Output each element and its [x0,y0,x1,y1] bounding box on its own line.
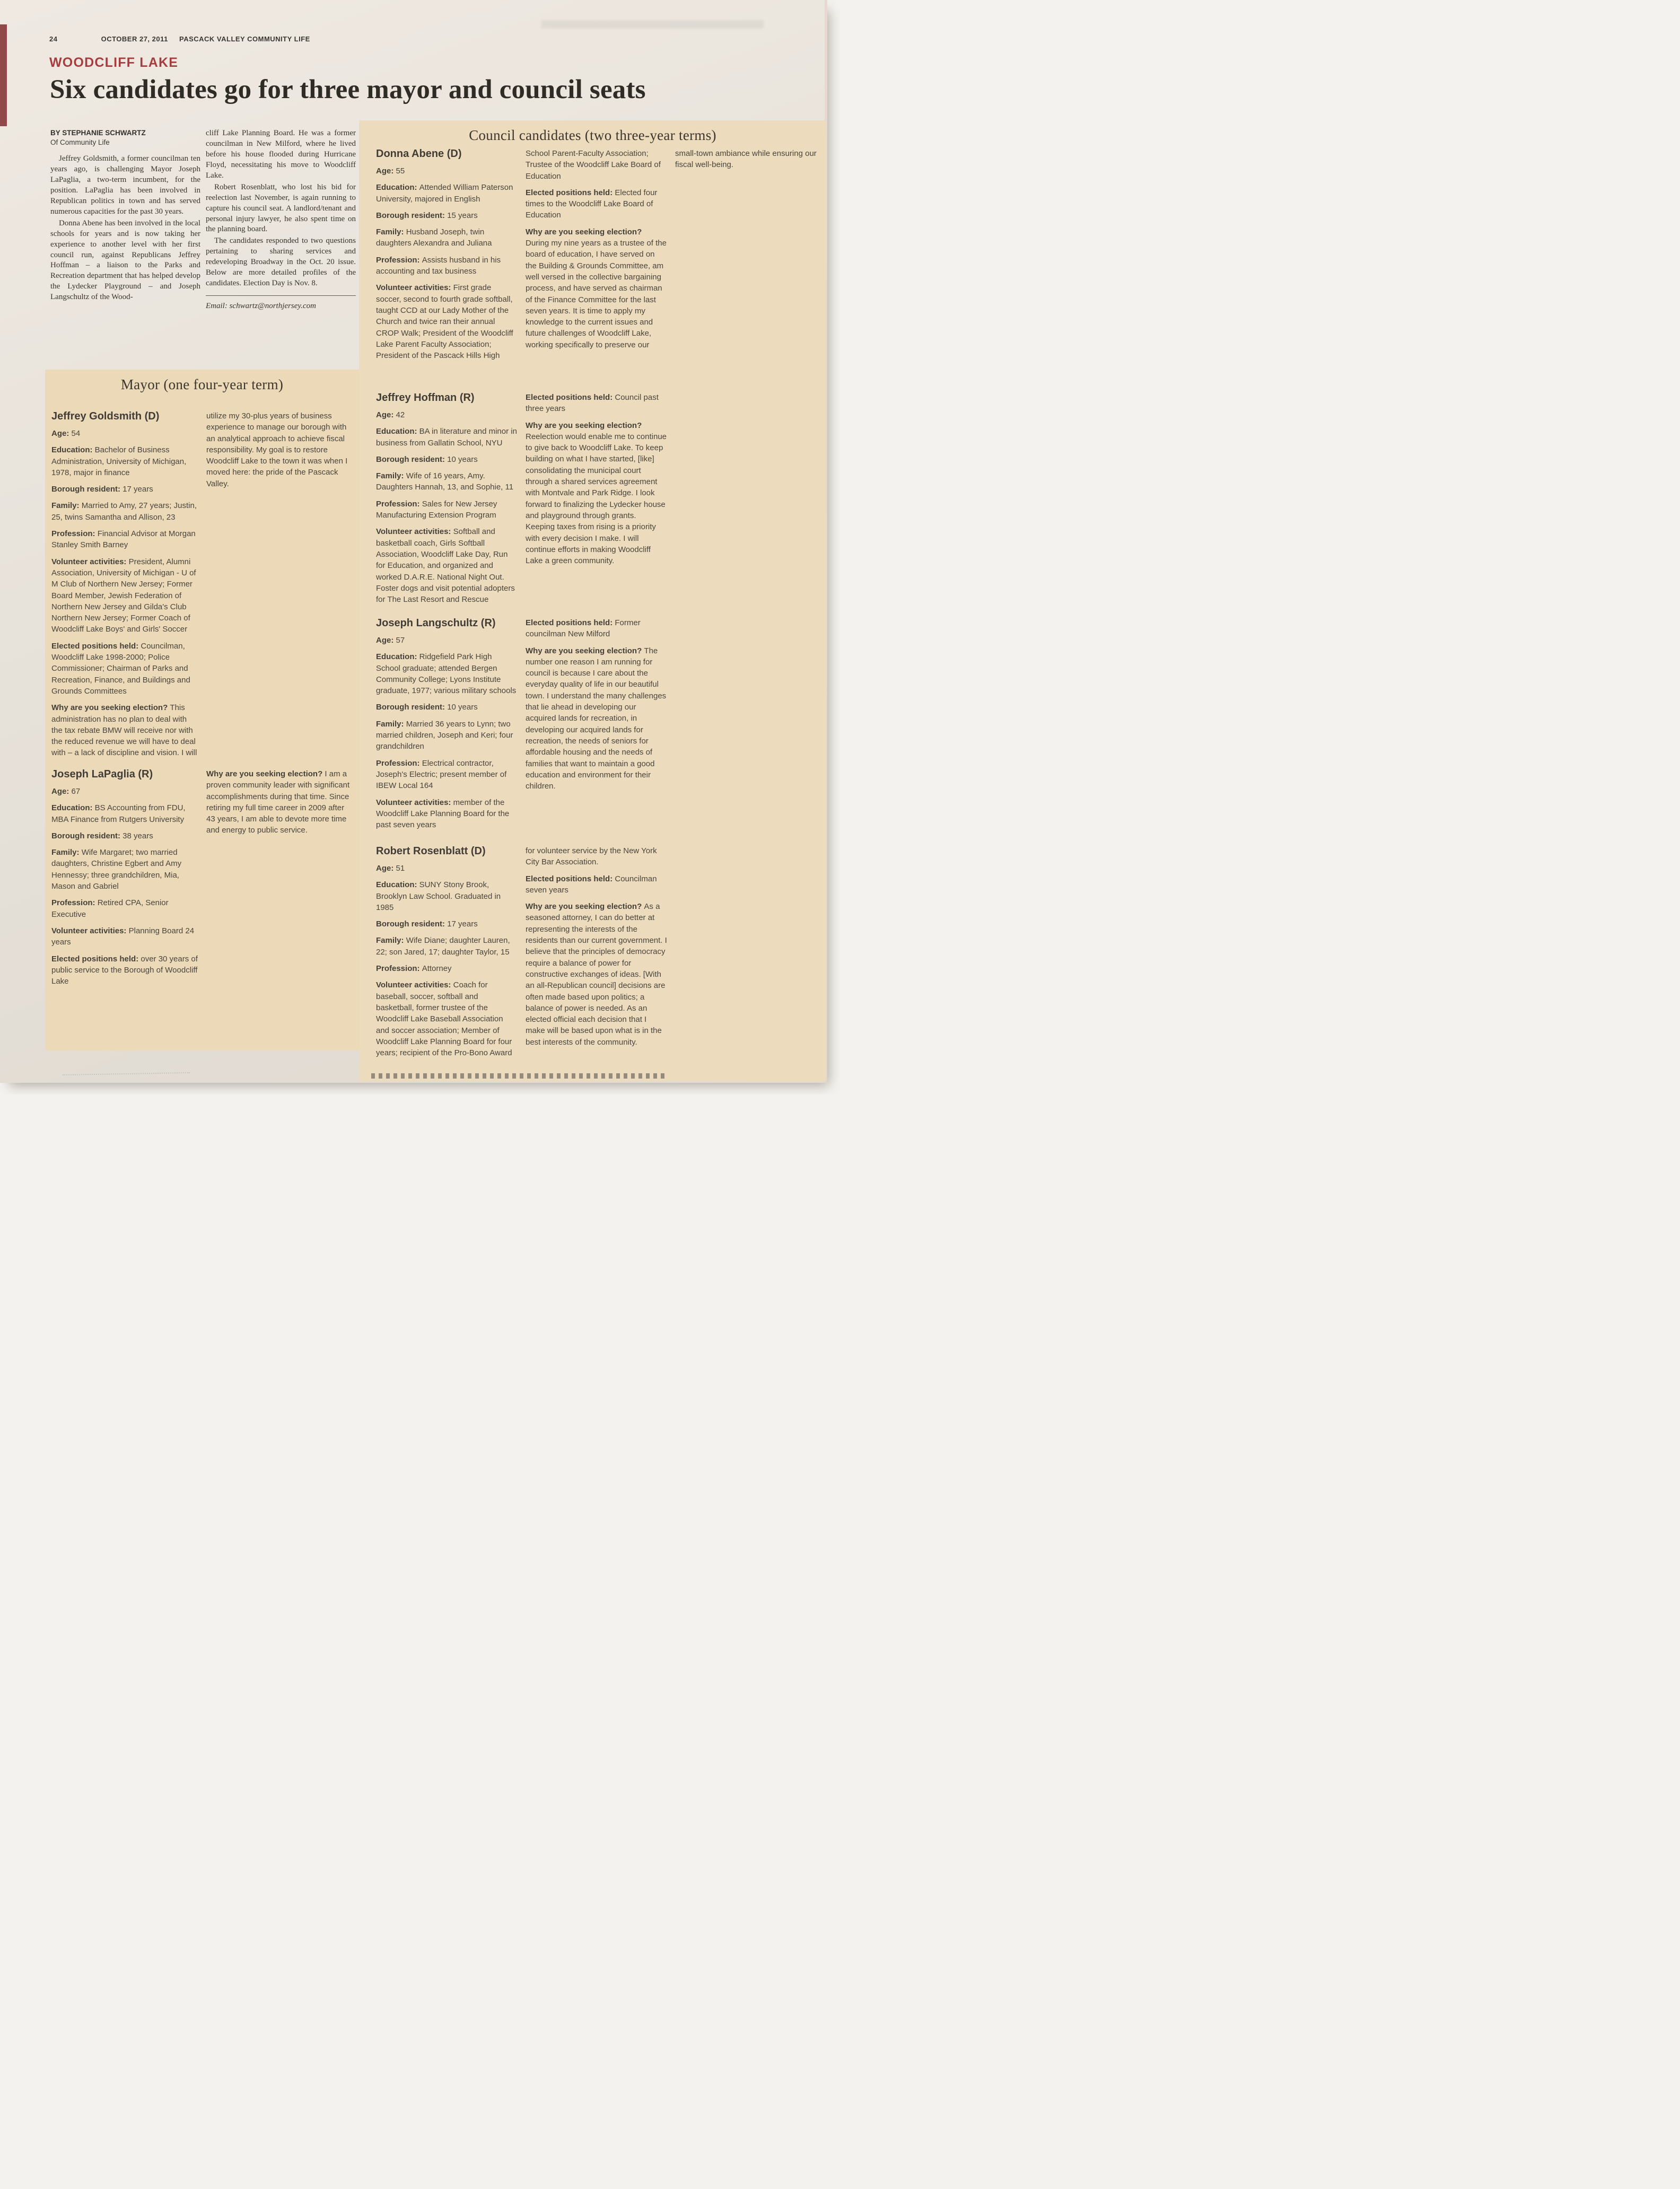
profile-field-label: Why are you seeking election? [51,703,170,713]
author-email: Email: schwartz@northjersey.com [206,295,356,312]
profile-field [51,556,198,635]
profile-field-label: Age: [376,167,396,176]
profile-field-label: Volunteer activities: [51,557,129,566]
profile-jeffrey-hoffman [376,392,817,610]
profile-field-value: 10 years [447,703,478,712]
profile-field [376,255,518,277]
profile-field-label: Profession: [51,898,98,908]
profile-field-value: Married to Amy, 27 years; Justin, 25, twins Samantha and Allison, 23 [51,501,197,522]
profile-field-value: 17 years [447,920,478,929]
profile-field-label: Education: [51,803,95,813]
profile-field-value: Coach for baseball, soccer, softball and basketball, former trustee of the Woodcliff Lake Baseball Association and soccer association; Member of Woodcliff Lake Planning Board for four years; recipient of the Pro-Bono Award for volunteer service by the New York City Bar Association. [376,846,657,1058]
profile-field [51,925,198,948]
profile-field-value: Bachelor of Business Administration, University of Michigan, 1978, major in finance [51,445,187,477]
profile-field [376,719,518,752]
profile-field-value: Attended William Paterson University, majored in English [376,183,513,204]
mayor-panel [45,370,359,1050]
profile-field-label: Family: [376,719,406,729]
profile-field-value: President, Alumni Association, University of Michigan - U of M Club of Northern New Jersey; Former Board Member, Jewish Federation of Northern New Jersey and Gilda's Club Northern New Jersey; Former Coach of Woodcliff Lake Boys' and Girls' Soccer [51,557,196,634]
profile-field [51,444,198,478]
publication-name: PASCACK VALLEY COMMUNITY LIFE [179,35,310,43]
byline-organization: Of Community Life [50,138,110,146]
profile-field-label: Elected positions held: [526,393,615,402]
profile-field-value: Wife of 16 years, Amy. Daughters Hannah, 13, and Sophie, 11 [376,471,514,492]
profile-field-value: Ridgefield Park High School graduate; attended Bergen Community College; Lyons Institute graduate, 1977; various military schools [376,652,517,696]
profile-field-value: 51 [396,864,405,873]
profile-field-value: During my nine years as a trustee of the board of education, I have served on the Building & Grounds Committee, am well versed in the collective bargaining process, and have served as chairman of the Finance Committee for the last seven years. It is time to apply my knowledge to the current issues and future challenges of Woodcliff Lake, working specifically to preserve our small-town ambiance while ensuring our fiscal well-being. [526,149,817,349]
profile-joseph-lapaglia [51,768,353,1015]
profile-field [376,863,518,874]
profile-field-label: Age: [376,636,396,645]
profile-jeffrey-goldsmith [51,410,353,761]
profile-field-value: 10 years [447,454,478,464]
profile-field-label: Family: [51,848,82,857]
profile-field-value: 54 [71,429,81,438]
profile-field-value: over 30 years of public service to the Borough of Woodcliff Lake [51,954,198,986]
profile-field-label: Why are you seeking election? [526,227,642,237]
profile-field [376,498,518,521]
profile-robert-rosenblatt [376,845,817,1062]
profile-field-label: Profession: [376,964,422,974]
profile-field-value: Former councilman New Milford [526,618,641,639]
profile-field [51,484,198,495]
profile-field [526,420,667,567]
profile-field-value: Sales for New Jersey Manufacturing Extension Program [376,499,497,520]
profile-field-value: Softball and basketball coach, Girls Softball Association, Woodcliff Lake Day, Run for Education, and organized and worked D.A.R.E. National Night Out. Foster dogs and visit potential adopters for The Last Resort and Rescue [376,527,515,605]
profile-field-label: Volunteer activities: [376,283,453,293]
profile-field-value: 38 years [122,831,153,840]
profile-field [51,528,198,551]
intro-paragraph: cliff Lake Planning Board. He was a former councilman in New Milford, where he lived before his house flooded during Hurricane Floyd, necessitating his move to Woodcliff Lake. [206,129,356,180]
profile-field [376,226,518,249]
profile-field [51,641,198,697]
profile-field-value: Councilman seven years [526,874,657,895]
section-kicker: WOODCLIFF LAKE [49,55,179,70]
profile-field [51,500,198,523]
profile-field-value: Financial Advisor at Morgan Stanley Smith Barney [51,529,196,550]
profile-field-label: Borough resident: [376,211,448,220]
article-headline: Six candidates go for three mayor and council seats [50,75,646,104]
candidate-name: Jeffrey Hoffman (R) [376,392,475,404]
candidate-name: Joseph LaPaglia (R) [51,768,153,780]
profile-field [526,392,667,415]
profile-field-label: Education: [376,183,419,192]
scan-ghost-artifact [541,20,764,29]
profile-field-label: Family: [376,227,406,237]
candidate-name: Donna Abene (D) [376,148,462,160]
profile-field [51,830,198,842]
profile-field-label: Profession: [51,529,98,539]
profile-field [376,409,518,421]
profile-field [51,897,198,920]
mayor-panel-title: Mayor (one four-year term) [120,376,284,392]
profile-field-value: This administration has no plan to deal with the tax rebate BMW will receive nor with the reduced revenue we will have to deal with – a lack of discipline and vision. I will utilize my 30-plus years of business experience to manage our borough with an analytical approach to achieve fiscal responsibility. My goal is to restore Woodcliff Lake to the town it was when I moved here: the pride of the Pascack Valley. [51,411,348,758]
profile-field-label: Family: [376,471,406,481]
profile-field [376,963,518,974]
profile-field [526,873,667,896]
profile-field-value: Attorney [422,964,452,974]
profile-field-value: 67 [71,787,81,796]
profile-field-label: Volunteer activities: [376,798,453,807]
council-panel-title: Council candidates (two three-year terms) [469,127,716,143]
page-number: 24 [49,35,58,43]
profile-field-value: 17 years [122,485,153,494]
profile-field-value: 55 [396,167,405,176]
intro-column-1 [50,128,200,304]
profile-field [376,935,518,958]
profile-field-label: Borough resident: [51,485,123,494]
profile-field-label: Family: [376,936,406,945]
profile-field-label: Age: [376,864,396,873]
profile-field-value: Married 36 years to Lynn; two married children, Joseph and Keri; four grandchildren [376,719,513,751]
profile-field-label: Profession: [376,255,422,265]
profile-field-value: BA in literature and minor in business from Gallatin School, NYU [376,427,517,448]
intro-paragraph: Donna Abene has been involved in the local schools for years and is now taking her experience to another level with her first council run, against Republicans Jeffrey Hoffman – a liaison to the Parks and Recreation department that has helped develop the Lydecker Playground – and Joseph Langschultz of the Wood- [50,218,200,302]
council-candidates-panel [359,120,826,1081]
profile-field-label: Age: [51,787,72,796]
profile-field [376,918,518,930]
profile-field-label: Elected positions held: [526,874,615,883]
profile-field-value: BS Accounting from FDU, MBA Finance from Rutgers University [51,803,186,824]
profile-field-label: Borough resident: [51,831,123,840]
candidate-name: Robert Rosenblatt (D) [376,845,486,857]
profile-field [376,470,518,493]
profile-field-value: Wife Diane; daughter Lauren, 22; son Jared, 17; daughter Taylor, 15 [376,936,510,957]
profile-field [206,768,353,836]
profile-field [51,786,198,797]
profile-field [51,802,198,825]
profile-field-label: Why are you seeking election? [526,646,644,655]
profile-field-value: Assists husband in his accounting and tax business [376,255,501,276]
profile-donna-abene [376,148,817,371]
profile-field [376,797,518,831]
profile-field [526,617,667,640]
profile-field-label: Age: [376,410,396,419]
profile-field [51,847,198,892]
intro-paragraph: The candidates responded to two questions pertaining to sharing services and redeveloping Broadway in the Oct. 20 issue. Below are more detailed profiles of the candidates. Election Day is Nov. 8. [206,237,356,288]
profile-field-label: Profession: [376,499,422,509]
newspaper-paper [0,0,827,1083]
profile-field-label: Education: [376,427,419,436]
profile-field [376,454,518,465]
intro-column-2 [206,128,356,313]
profile-field [526,187,667,221]
profile-field-label: Education: [376,652,419,662]
profile-field [376,651,518,696]
profile-field-value: Councilman, Woodcliff Lake 1998-2000; Police Commissioner; Chairman of Parks and Recreation, Finance, and Buildings and Grounds Committees [51,641,190,696]
profile-field [376,879,518,913]
profile-field [376,702,518,713]
profile-field-label: Borough resident: [376,454,448,464]
profile-field [376,165,518,177]
profile-field-value: I am a proven community leader with significant accomplishments during that time. Since retiring my full time career in 2009 after 43 years, I am able to devote more time and energy to public service. [206,769,350,835]
profile-field-value: member of the Woodcliff Lake Planning Board for the past seven years [376,798,510,830]
scan-edge-mark [0,24,7,126]
profile-field-value: First grade soccer, second to fourth grade softball, taught CCD at our Lady Mother of the Church and twice ran their annual CROP Walk; President of the Woodcliff Lake Parent Faculty Association; President of the Pascack Hills High School Parent-Faculty Association; Trustee of the Woodcliff Lake Board of Education [376,149,661,361]
profile-field-value: The number one reason I am running for council is because I care about the everyday quality of life in our beautiful town. I understand the many challenges that lie ahead in developing our acquired lands for recreation, in developing our acquired lands for recreation, the needs of seniors for affordable housing and the needs of families that want to maintain a good education and environment for their children. [526,646,667,791]
scanned-newspaper-page [0,0,840,1094]
profile-field-value: Elected four times to the Woodcliff Lake Board of Education [526,188,658,220]
candidate-name: Joseph Langschultz (R) [376,617,496,629]
scan-handwriting-artifact [63,1066,190,1075]
profile-field-value: Husband Joseph, twin daughters Alexandra and Juliana [376,227,492,248]
profile-field [526,645,667,792]
candidate-name: Jeffrey Goldsmith (D) [51,410,160,422]
profile-field [376,635,518,646]
profile-field [376,182,518,205]
profile-field-value: Council past three years [526,393,659,414]
profile-field-value: Electrical contractor, Joseph's Electric; present member of IBEW Local 164 [376,758,507,791]
profile-field-label: Why are you seeking election? [526,421,642,430]
profile-field [51,953,198,987]
profile-field-label: Elected positions held: [526,188,615,197]
profile-field [376,526,518,605]
profile-field [51,428,198,439]
profile-field-label: Volunteer activities: [376,527,453,537]
profile-field-label: Volunteer activities: [376,980,453,990]
profile-field-value: SUNY Stony Brook, Brooklyn Law School. Graduated in 1985 [376,880,501,912]
profile-field-label: Elected positions held: [51,641,141,651]
profile-field-label: Profession: [376,758,422,768]
profile-field-value: 42 [396,410,405,419]
profile-field-label: Borough resident: [376,703,448,712]
profile-field-label: Borough resident: [376,920,448,929]
profile-field-value: Retired CPA, Senior Executive [51,898,169,919]
profile-field-label: Elected positions held: [51,954,141,964]
profile-field-value: Planning Board 24 years [51,926,195,947]
issue-date: OCTOBER 27, 2011 [101,35,168,43]
byline: BY STEPHANIE SCHWARTZ [50,129,146,137]
profile-field [376,758,518,792]
profile-field-label: Age: [51,429,72,438]
profile-field-label: Education: [376,880,419,890]
profile-field-label: Why are you seeking election? [526,902,644,912]
scan-marks-artifact [371,1073,668,1079]
intro-paragraph: Jeffrey Goldsmith, a former councilman ten years ago, is challenging Mayor Joseph LaPaglia, a two-term incumbent, for the position. LaPaglia has been involved in Republican politics in town and has served numerous capacities for the past 30 years. [50,154,200,216]
profile-field-label: Why are you seeking election? [206,769,325,778]
profile-field [376,210,518,221]
page-header [49,35,310,43]
profile-field-label: Volunteer activities: [51,926,129,935]
profile-field-value: 15 years [447,211,478,220]
profile-field-value: 57 [396,636,405,645]
profile-field-label: Education: [51,445,95,455]
profile-field-value: Reelection would enable me to continue to give back to Woodcliff Lake. To keep building on what I have started, [like] consolidating the municipal court through a shared services agreement with Montvale and Park Ridge. I look forward to finalizing the Lydecker house and playground through grants. Keeping taxes from rising is a priority with every decision I make. I will continue efforts in making Woodcliff Lake a green community. [526,432,667,566]
profile-field-value: As a seasoned attorney, I can do better at representing the interests of the residents than our current government. I believe that the principles of democracy require a balance of power for constructive exchanges of ideas. [With an all-Republican council] decisions are often made based upon politics; a balance of power is needed. As an elected official each decision that I make will be based upon what is in the best interests of the community. [526,902,667,1047]
profile-field [376,426,518,449]
profile-field-label: Family: [51,501,82,511]
profile-field-label: Elected positions held: [526,618,615,627]
profile-field [526,901,667,1048]
profile-field-value: Wife Margaret; two married daughters, Christine Egbert and Amy Hennessy; three grandchildren, Mia, Mason and Gabriel [51,848,182,891]
intro-paragraph: Robert Rosenblatt, who lost his bid for reelection last November, is again running to capture his council seat. A landlord/tenant and personal injury lawyer, he also spent time on the planning board. [206,182,356,234]
profile-joseph-langschultz [376,617,817,832]
